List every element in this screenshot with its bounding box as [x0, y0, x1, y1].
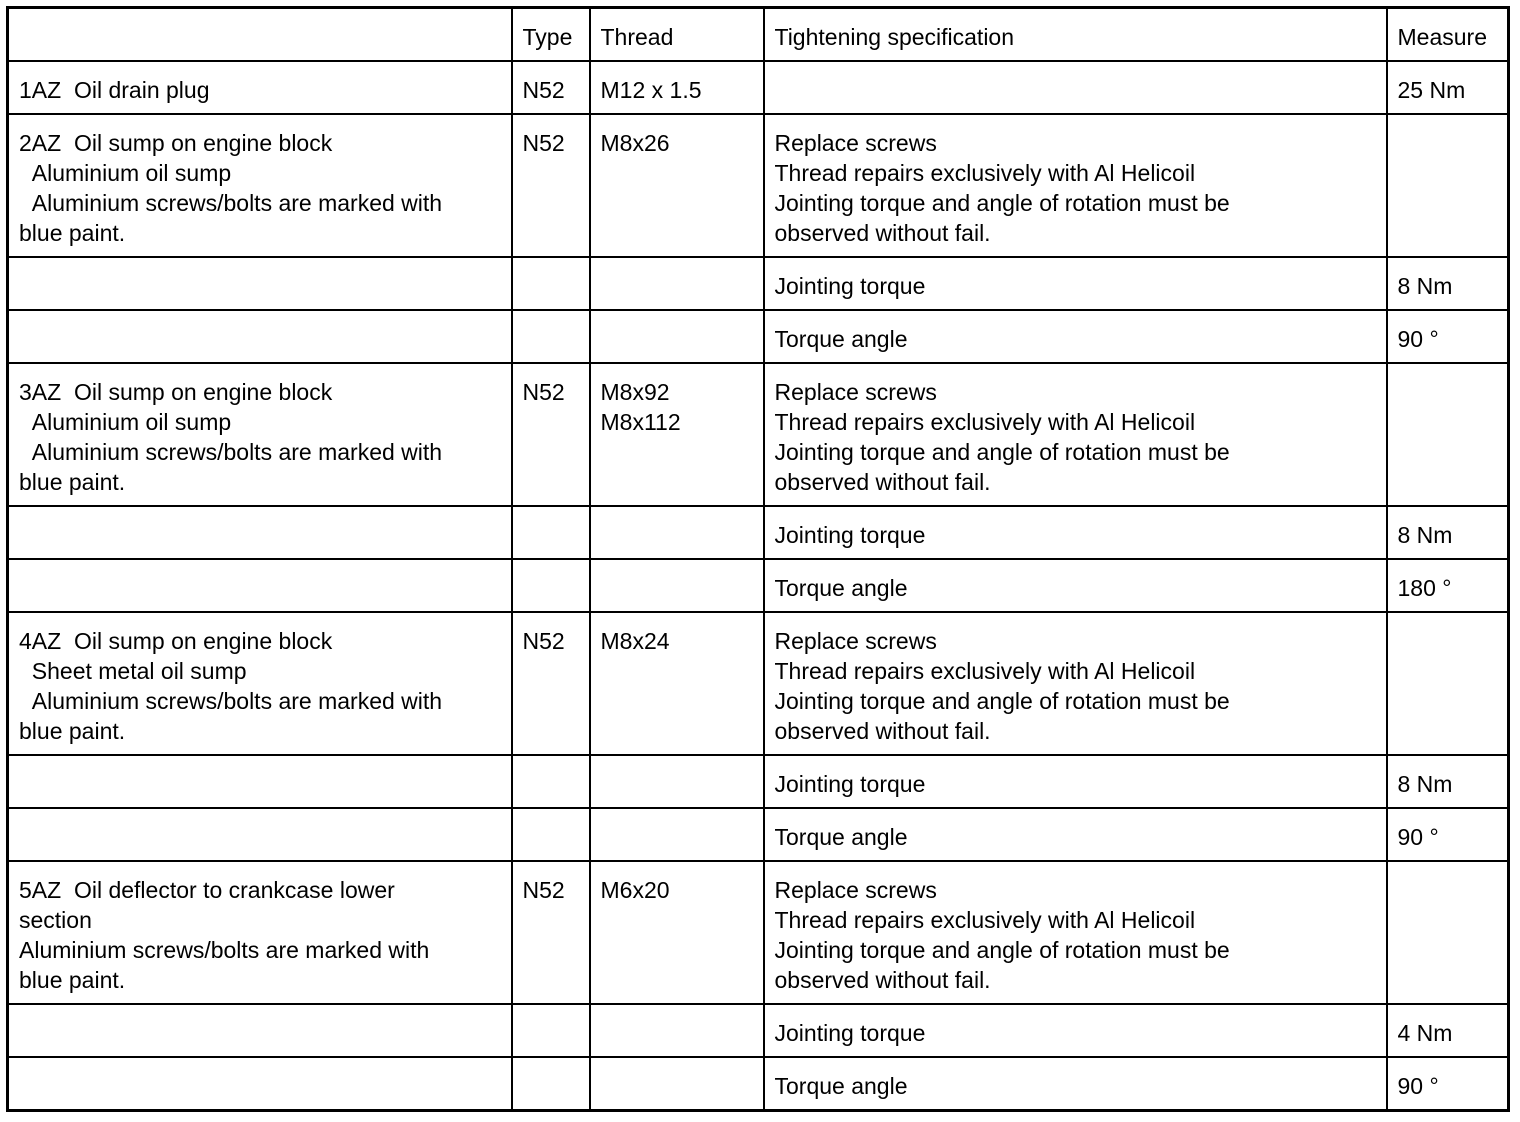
- cell-thread: M12 x 1.5: [590, 61, 764, 114]
- cell-spec: Jointing torque: [764, 1004, 1387, 1057]
- cell-description: [8, 1057, 512, 1111]
- cell-description: [8, 506, 512, 559]
- cell-description: [8, 755, 512, 808]
- cell-type: [512, 1004, 590, 1057]
- cell-measure: 180 °: [1387, 559, 1509, 612]
- cell-description: [8, 1004, 512, 1057]
- header-thread: Thread: [590, 8, 764, 62]
- cell-type: [512, 559, 590, 612]
- cell-spec: Replace screws Thread repairs exclusively with Al Helicoil Jointing torque and angle of rotation must be observed without fail.: [764, 114, 1387, 257]
- cell-type: N52: [512, 612, 590, 755]
- cell-type: [512, 808, 590, 861]
- cell-type: N52: [512, 114, 590, 257]
- cell-description: [8, 257, 512, 310]
- table-row: [8, 363, 1509, 506]
- table-row: [8, 755, 1509, 808]
- header-type: Type: [512, 8, 590, 62]
- table-row: [8, 257, 1509, 310]
- table-row: [8, 861, 1509, 1004]
- table-row: [8, 1057, 1509, 1111]
- cell-type: [512, 755, 590, 808]
- table-row: [8, 114, 1509, 257]
- cell-description: [8, 808, 512, 861]
- cell-description: 2AZ Oil sump on engine block Aluminium oil sump Aluminium screws/bolts are marked with blue paint.: [8, 114, 512, 257]
- cell-thread: [590, 755, 764, 808]
- cell-thread: M6x20: [590, 861, 764, 1004]
- cell-measure: [1387, 612, 1509, 755]
- header-measure: Measure: [1387, 8, 1509, 62]
- cell-spec: Torque angle: [764, 1057, 1387, 1111]
- cell-measure: 90 °: [1387, 1057, 1509, 1111]
- cell-thread: [590, 1004, 764, 1057]
- cell-spec: Jointing torque: [764, 755, 1387, 808]
- cell-type: N52: [512, 861, 590, 1004]
- cell-thread: M8x26: [590, 114, 764, 257]
- cell-type: [512, 257, 590, 310]
- table-row: [8, 612, 1509, 755]
- cell-thread: [590, 808, 764, 861]
- cell-thread: [590, 506, 764, 559]
- cell-measure: 8 Nm: [1387, 755, 1509, 808]
- cell-measure: 25 Nm: [1387, 61, 1509, 114]
- cell-thread: M8x92 M8x112: [590, 363, 764, 506]
- cell-spec: Torque angle: [764, 808, 1387, 861]
- cell-description: 4AZ Oil sump on engine block Sheet metal oil sump Aluminium screws/bolts are marked with blue paint.: [8, 612, 512, 755]
- cell-type: [512, 1057, 590, 1111]
- header-row: [8, 8, 1509, 62]
- cell-type: N52: [512, 61, 590, 114]
- cell-measure: [1387, 861, 1509, 1004]
- table-row: [8, 808, 1509, 861]
- table-row: [8, 310, 1509, 363]
- cell-measure: [1387, 363, 1509, 506]
- cell-spec: Torque angle: [764, 310, 1387, 363]
- cell-spec: [764, 61, 1387, 114]
- cell-spec: Jointing torque: [764, 257, 1387, 310]
- cell-description: [8, 559, 512, 612]
- cell-description: 3AZ Oil sump on engine block Aluminium oil sump Aluminium screws/bolts are marked with blue paint.: [8, 363, 512, 506]
- cell-type: [512, 506, 590, 559]
- cell-spec: Jointing torque: [764, 506, 1387, 559]
- cell-spec: Torque angle: [764, 559, 1387, 612]
- cell-measure: 90 °: [1387, 310, 1509, 363]
- cell-thread: [590, 1057, 764, 1111]
- cell-type: N52: [512, 363, 590, 506]
- cell-thread: [590, 257, 764, 310]
- cell-description: [8, 310, 512, 363]
- header-tightening-specification: Tightening specification: [764, 8, 1387, 62]
- cell-measure: [1387, 114, 1509, 257]
- header-description: [8, 8, 512, 62]
- cell-thread: M8x24: [590, 612, 764, 755]
- cell-type: [512, 310, 590, 363]
- cell-spec: Replace screws Thread repairs exclusively with Al Helicoil Jointing torque and angle of rotation must be observed without fail.: [764, 861, 1387, 1004]
- tightening-spec-table: [6, 6, 1510, 1112]
- cell-measure: 4 Nm: [1387, 1004, 1509, 1057]
- cell-spec: Replace screws Thread repairs exclusively with Al Helicoil Jointing torque and angle of rotation must be observed without fail.: [764, 612, 1387, 755]
- cell-description: 5AZ Oil deflector to crankcase lower section Aluminium screws/bolts are marked with blue paint.: [8, 861, 512, 1004]
- cell-thread: [590, 559, 764, 612]
- table-row: [8, 61, 1509, 114]
- table-row: [8, 506, 1509, 559]
- table-row: [8, 559, 1509, 612]
- cell-measure: 8 Nm: [1387, 257, 1509, 310]
- cell-thread: [590, 310, 764, 363]
- cell-spec: Replace screws Thread repairs exclusively with Al Helicoil Jointing torque and angle of rotation must be observed without fail.: [764, 363, 1387, 506]
- table-row: [8, 1004, 1509, 1057]
- cell-measure: 8 Nm: [1387, 506, 1509, 559]
- cell-measure: 90 °: [1387, 808, 1509, 861]
- cell-description: 1AZ Oil drain plug: [8, 61, 512, 114]
